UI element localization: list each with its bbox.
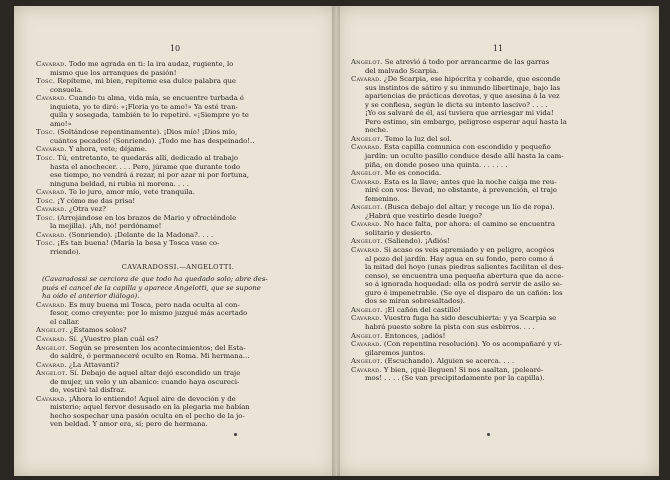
text-line bbox=[36, 403, 320, 412]
text-line bbox=[351, 314, 641, 323]
text-line bbox=[36, 111, 320, 120]
text-line bbox=[36, 94, 320, 103]
text-line bbox=[351, 152, 641, 161]
line-text: mismo que los arranques de pasión! bbox=[50, 68, 177, 77]
line-text: ¡Ahora lo entiendo! Aquel aire de devoción y de bbox=[68, 394, 236, 403]
left-page-text bbox=[36, 60, 320, 429]
text-line bbox=[36, 301, 320, 310]
line-text: do saldré, ó permaneceré oculto en Roma. Mi hermana... bbox=[50, 352, 250, 361]
line-text: Entonces, ¡adiós! bbox=[384, 331, 446, 340]
right-page bbox=[336, 6, 659, 476]
text-line bbox=[351, 109, 641, 118]
text-line bbox=[36, 120, 320, 129]
text-line bbox=[351, 366, 641, 375]
line-text: ¿La Attavanti? bbox=[68, 360, 120, 369]
text-line bbox=[351, 195, 641, 204]
text-line bbox=[351, 357, 641, 366]
line-text: hecho sospechar una pasión oculta en el pecho de la jo- bbox=[50, 411, 245, 420]
text-line bbox=[351, 280, 641, 289]
text-line bbox=[351, 255, 641, 264]
text-line bbox=[36, 77, 320, 86]
text-line bbox=[36, 386, 320, 395]
text-line bbox=[36, 318, 320, 327]
line-text: ¿Habrá que vestirlo desde luego? bbox=[365, 211, 482, 220]
line-text: Y bien, ¡qué lleguen! Si nos asaltan, ¡pelearé- bbox=[383, 365, 544, 374]
line-text: Sí. Debajo de aquel altar dejó escondido un traje bbox=[69, 369, 241, 378]
text-line bbox=[351, 229, 641, 238]
line-text: No hace falta, por ahora: el camino se encuentra bbox=[383, 220, 555, 229]
line-text: Te lo juro, amor mío, vete tranquila. bbox=[68, 188, 195, 197]
text-line bbox=[351, 297, 641, 306]
text-line bbox=[36, 69, 320, 78]
text-line bbox=[351, 212, 641, 221]
text-line bbox=[36, 205, 320, 214]
speaker-name: Cavarad. bbox=[36, 360, 67, 369]
line-text: gilaremos juntos. bbox=[365, 348, 426, 357]
line-text: Repíteme, mi bien, repíteme esa dulce palabra que bbox=[57, 77, 236, 86]
text-line bbox=[36, 361, 320, 370]
text-line bbox=[36, 197, 320, 206]
scene-heading: CAVARADOSSI.—ANGELOTTI. bbox=[121, 262, 235, 271]
line-text: piña, en donde poseo una quinta. . . . . . . bbox=[365, 160, 508, 169]
text-line bbox=[351, 186, 641, 195]
line-text: ese tiempo, no vendrá á rezar, ni por azar ni por fortuna, bbox=[50, 171, 249, 180]
speaker-name: Cavarad. bbox=[36, 394, 67, 403]
line-text: apariencias de prácticas devotas, y que asesina á la vez bbox=[365, 92, 560, 101]
line-text: Vuestra fuga ha sido descubierta: y ya Scarpia se bbox=[383, 314, 557, 323]
line-text: ninguna beldad, ni rubia ni morena. . . . bbox=[50, 179, 189, 188]
speaker-name: Cavarad. bbox=[351, 75, 382, 84]
line-text: ven beldad. Y amor era, sí; pero de hermana. bbox=[50, 420, 208, 429]
line-text: niré con vos: llevad, no obstante, á prevención, el traje bbox=[365, 186, 557, 195]
text-line bbox=[36, 103, 320, 112]
text-line bbox=[36, 352, 320, 361]
line-text: misterio; aquel fervor desusado en la plegaria me habían bbox=[50, 403, 250, 412]
page-number-right: 11 bbox=[492, 44, 504, 53]
line-text: del malvado Scarpia. bbox=[365, 66, 439, 75]
text-line bbox=[351, 340, 641, 349]
line-text: (Arrojándose en los brazos de Mario y ofreciéndole bbox=[57, 213, 237, 222]
stage-direction: pués el cancel de la capilla y aparece Angelotti, que se supone bbox=[42, 283, 261, 292]
speaker-name: Cavarad. bbox=[36, 334, 67, 343]
speaker-name: Cavarad. bbox=[351, 220, 382, 229]
line-text: y se confiesa, según le dicta su intento lascivo? . . . . bbox=[365, 100, 548, 109]
text-line bbox=[351, 220, 641, 229]
line-text: noche. bbox=[365, 126, 389, 135]
text-line bbox=[351, 143, 641, 152]
line-text: hasta el anochecer. . . . Pero, júrame que durante todo bbox=[50, 162, 241, 171]
text-line bbox=[351, 161, 641, 170]
line-text: so á ignorada hoquedad: ella os podrá servir de asilo se- bbox=[365, 280, 563, 289]
speaker-name: Angelot. bbox=[351, 134, 383, 143]
book-gutter bbox=[332, 6, 340, 476]
speaker-name: Cavarad. bbox=[36, 300, 67, 309]
print-mark bbox=[487, 433, 490, 436]
line-text: (Saliendo). ¡Adiós! bbox=[384, 237, 450, 246]
line-text: de mujer, un velo y un abanico: cuando haya oscureci- bbox=[50, 377, 240, 386]
speaker-name: Angelot. bbox=[351, 58, 383, 66]
page-number-left: 10 bbox=[169, 44, 181, 53]
text-line bbox=[351, 349, 641, 358]
left-page bbox=[14, 6, 337, 476]
line-text: al pozo del jardín. Hay agua en su fondo, pero como á bbox=[365, 254, 554, 263]
speaker-name: Cavarad. bbox=[351, 340, 382, 349]
text-line bbox=[36, 60, 320, 69]
text-line bbox=[351, 289, 641, 298]
line-text: guro é impenetrable. (Se oye el disparo de un cañón: los bbox=[365, 288, 563, 297]
line-text: Es muy buena mi Tosca, pero nada oculta al con- bbox=[68, 300, 240, 309]
line-text: Sí. ¿Vuestro plan cuál es? bbox=[68, 334, 159, 343]
text-line bbox=[36, 171, 320, 180]
speaker-name: Cavarad. bbox=[36, 230, 67, 239]
speaker-name: Cavarad. bbox=[36, 60, 67, 68]
right-page-text bbox=[351, 58, 641, 383]
line-text: Esta capilla comunica con escondido y pequeño bbox=[383, 143, 551, 152]
line-text: Me es conocida. bbox=[384, 169, 442, 178]
text-line bbox=[36, 412, 320, 421]
speaker-name: Cavarad. bbox=[36, 188, 67, 197]
text-line bbox=[36, 128, 320, 137]
line-text: Si acaso os veis apremiado y en peligro, acogéos bbox=[383, 246, 555, 255]
line-text: ¡Es tan buena! (María la besa y Tosca vase co- bbox=[57, 239, 220, 248]
line-text: Según se presenten los acontecimientos; del Esta- bbox=[69, 343, 246, 352]
text-line bbox=[351, 135, 641, 144]
speaker-name: Tosc. bbox=[36, 77, 56, 86]
text-line bbox=[351, 118, 641, 127]
text-line bbox=[36, 420, 320, 429]
line-text: Temo la luz del sol. bbox=[384, 134, 452, 143]
text-line bbox=[351, 84, 641, 93]
line-text: (Sonriendo). ¡Delante de la Madona?. . . . bbox=[68, 230, 214, 239]
line-text: Se atrevió á todo por arrancarme de las garras bbox=[384, 58, 550, 66]
line-text: ¡Y cómo me das prisa! bbox=[57, 196, 136, 205]
speaker-name: Tosc. bbox=[36, 154, 56, 163]
text-line bbox=[351, 67, 641, 76]
speaker-name: Angelot. bbox=[351, 169, 383, 178]
line-text: quila y sosegada, también te lo repetiré. «¡Siempre yo te bbox=[50, 111, 249, 120]
line-text: Tú, entretanto, te quedarás allí, dedicado al trabajo bbox=[57, 154, 239, 163]
line-text: ¿Otra vez? bbox=[68, 205, 106, 214]
text-line bbox=[351, 58, 641, 67]
line-text: (Busca debajo del altar, y recoge un lío de ropa). bbox=[384, 203, 555, 212]
text-line bbox=[36, 239, 320, 248]
speaker-name: Cavarad. bbox=[36, 205, 67, 214]
line-text: inquieta, yo te diré: «¡Floria yo te amo!» Ya esté tran- bbox=[50, 102, 238, 111]
line-text: jardín: un oculto pasillo conduce desde allí hasta la cam- bbox=[365, 152, 564, 161]
speaker-name: Angelot. bbox=[351, 237, 383, 246]
line-text: ¿De Scarpia, ese hipócrita y cobarde, que esconde bbox=[383, 75, 561, 84]
text-line bbox=[351, 75, 641, 84]
speaker-name: Tosc. bbox=[36, 213, 56, 222]
text-line bbox=[36, 163, 320, 172]
speaker-name: Angelot. bbox=[351, 305, 383, 314]
speaker-name: Angelot. bbox=[36, 369, 68, 378]
text-line bbox=[36, 188, 320, 197]
speaker-name: Tosc. bbox=[36, 239, 56, 248]
line-text: rriendo). bbox=[50, 248, 81, 257]
line-text: Esta es la llave; antes que la noche caiga me reu- bbox=[383, 177, 557, 186]
line-text: el callar. bbox=[50, 317, 80, 326]
speaker-name: Cavarad. bbox=[351, 177, 382, 186]
line-text: Cuando tu alma, vida mía, se encuentre turbada é bbox=[68, 94, 244, 103]
text-line bbox=[36, 86, 320, 95]
speaker-name: Cavarad. bbox=[351, 143, 382, 152]
text-line bbox=[351, 126, 641, 135]
line-text: cuántos pecados! (Sonriendo). ¡Todo me has despeinado!.. bbox=[50, 136, 255, 145]
text-line bbox=[351, 237, 641, 246]
text-line bbox=[351, 92, 641, 101]
text-line bbox=[351, 169, 641, 178]
text-line bbox=[36, 335, 320, 344]
text-line bbox=[351, 374, 641, 383]
text-line bbox=[351, 306, 641, 315]
line-text: (Soltándose repentinamente). ¡Dios mío! ¡Dios mío, bbox=[57, 128, 238, 137]
speaker-name: Tosc. bbox=[36, 128, 56, 137]
text-line bbox=[36, 344, 320, 353]
text-line bbox=[36, 231, 320, 240]
speaker-name: Angelot. bbox=[351, 331, 383, 340]
line-text: sus instintos de sátiro y su inmundo libertinaje, bajo las bbox=[365, 83, 561, 92]
text-line bbox=[351, 323, 641, 332]
speaker-name: Cavarad. bbox=[36, 145, 67, 154]
text-line bbox=[351, 101, 641, 110]
speaker-name: Tosc. bbox=[36, 196, 56, 205]
line-text: femenino. bbox=[365, 194, 400, 203]
speaker-name: Angelot. bbox=[36, 326, 68, 335]
speaker-name: Angelot. bbox=[351, 203, 383, 212]
print-mark bbox=[234, 433, 237, 436]
line-text: solitario y desierto. bbox=[365, 228, 433, 237]
text-line bbox=[351, 263, 641, 272]
line-text: amo!» bbox=[50, 119, 72, 128]
text-line bbox=[36, 154, 320, 163]
text-line bbox=[36, 378, 320, 387]
stage-direction: (Cavaradossi se cerciora de que todo ha quedado solo; abre des- bbox=[42, 275, 268, 284]
speaker-name: Cavarad. bbox=[351, 314, 382, 323]
text-line bbox=[36, 214, 320, 223]
line-text: Pero estimo, sin embargo, peligroso esperar aquí hasta la bbox=[365, 117, 567, 126]
text-line bbox=[36, 369, 320, 378]
speaker-name: Angelot. bbox=[36, 343, 68, 352]
line-text: (Con repentina resolución). Yo os acompañaré y vi- bbox=[383, 340, 563, 349]
line-text: do, vestiré tal disfraz. bbox=[50, 386, 127, 395]
line-text: habrá puesto sobre la pista con sus esbirros. . . . bbox=[365, 322, 535, 331]
line-text: fesor, como creyente: por lo mismo juzgué más acertado bbox=[50, 309, 248, 318]
speaker-name: Angelot. bbox=[351, 357, 383, 366]
line-text: la mejilla). ¡Ah, no! perdóname! bbox=[50, 222, 162, 231]
speaker-name: Cavarad. bbox=[351, 246, 382, 255]
text-line bbox=[351, 246, 641, 255]
line-text: la mitad del hoyo (unas piedras salientes facilitan el des- bbox=[365, 263, 564, 272]
text-line bbox=[36, 248, 320, 257]
text-line bbox=[351, 272, 641, 281]
line-text: Todo me agrada en ti: la ira audaz, rugiente, lo bbox=[68, 60, 234, 68]
text-line bbox=[36, 309, 320, 318]
stage-direction: ha oído el anterior diálogo). bbox=[42, 292, 140, 301]
line-text: consuela. bbox=[50, 85, 83, 94]
line-text: ¿Estamos solos? bbox=[69, 326, 127, 335]
line-text: ¡Yo os salvaré de él, así tuviera que arriesgar mi vida! bbox=[365, 109, 554, 118]
text-line bbox=[36, 326, 320, 335]
line-text: mos! . . . . (Se van precipitadamente por la capilla). bbox=[365, 374, 545, 383]
text-line bbox=[36, 180, 320, 189]
line-text: Y ahora, vete; déjame. bbox=[68, 145, 147, 154]
text-line bbox=[36, 145, 320, 154]
text-line bbox=[36, 137, 320, 146]
text-line bbox=[351, 332, 641, 341]
text-line bbox=[351, 203, 641, 212]
text-line bbox=[351, 178, 641, 187]
book-spread bbox=[14, 6, 656, 476]
speaker-name: Cavarad. bbox=[36, 94, 67, 103]
line-text: ¡El cañón del castillo! bbox=[384, 305, 461, 314]
line-text: (Escuchando). Alguien se acerca. . . . bbox=[384, 357, 515, 366]
text-line bbox=[36, 395, 320, 404]
speaker-name: Cavarad. bbox=[351, 365, 382, 374]
line-text: dos se miran sobresaltados). bbox=[365, 297, 466, 306]
text-line bbox=[36, 222, 320, 231]
line-text: censo), se encuentra una pequeña abertura que da acce- bbox=[365, 271, 564, 280]
